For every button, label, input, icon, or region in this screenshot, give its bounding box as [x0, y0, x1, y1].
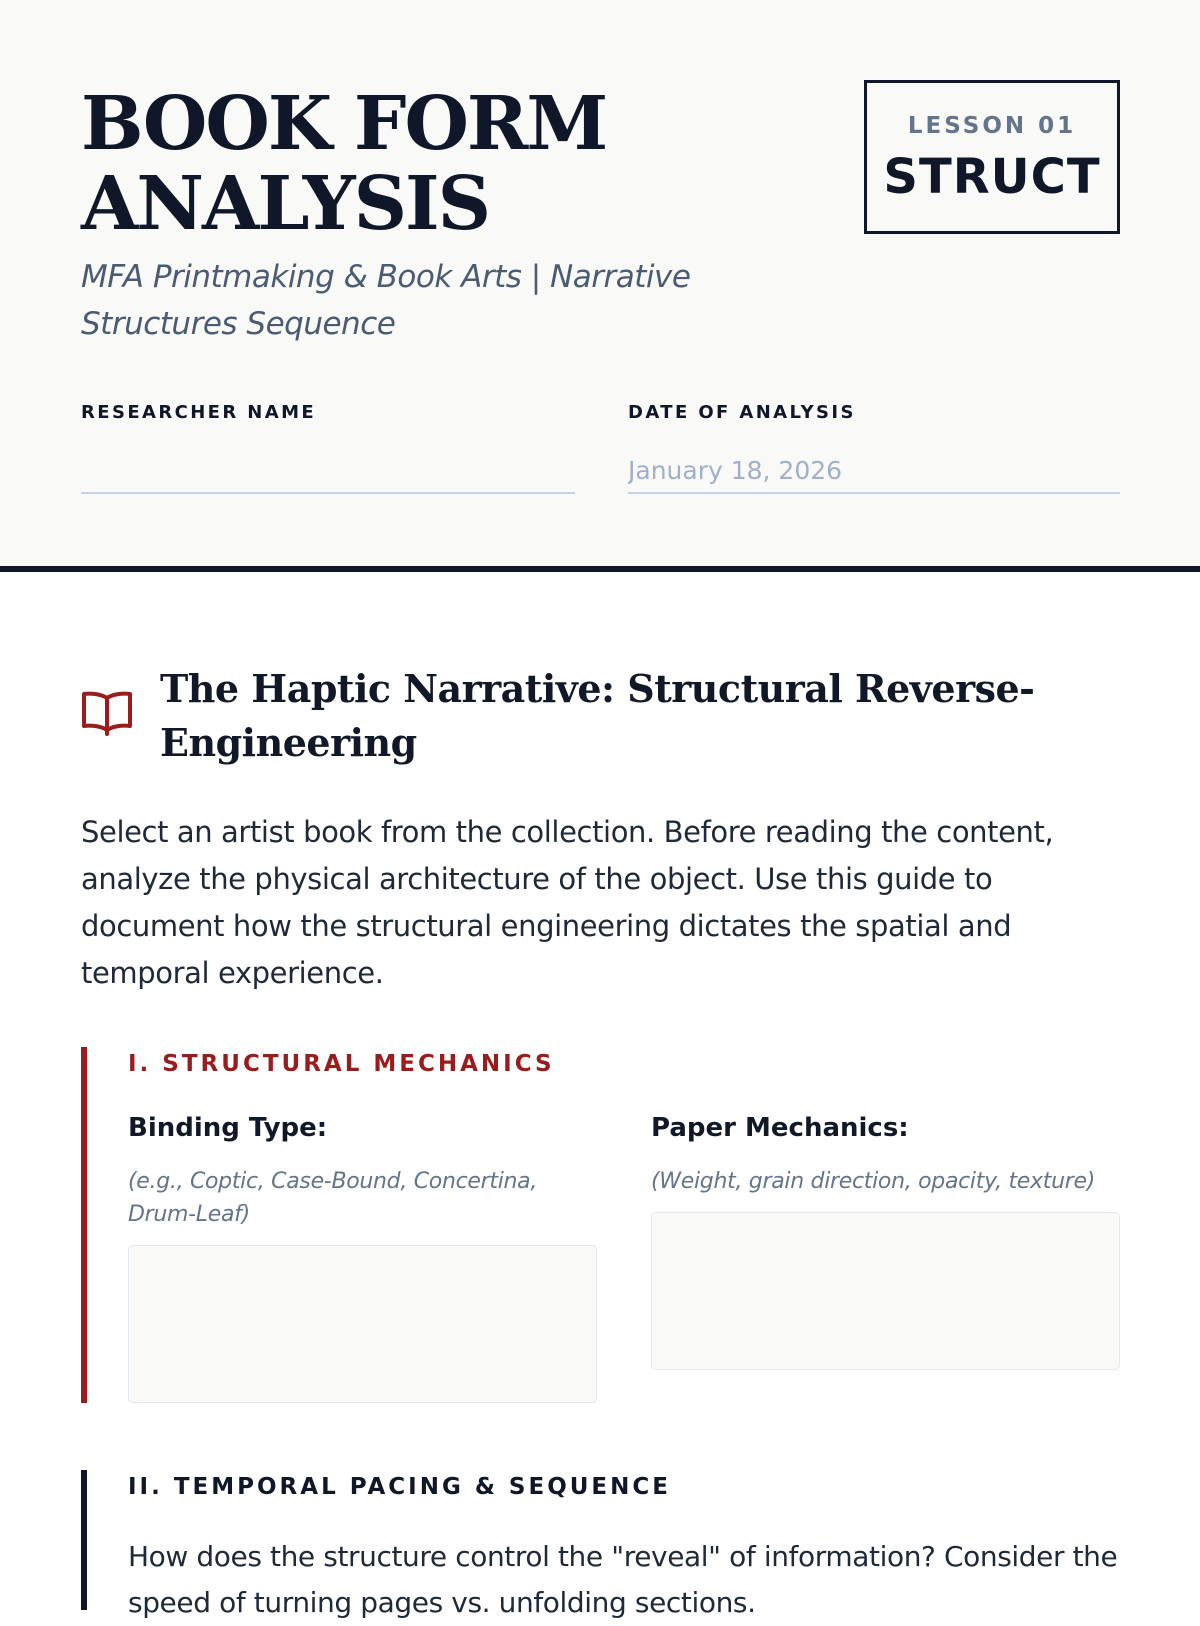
section-intro: Select an artist book from the collection. Before reading the content, analyze the physical architecture of the object. Use this guide to document how the structural engineering dictates the spatial and temporal experience. [81, 815, 1054, 990]
section-title: The Haptic Narrative: Structural Reverse-Engineering [160, 666, 1035, 765]
binding-type-label: Binding Type: [128, 1113, 328, 1143]
researcher-name-field[interactable] [81, 448, 575, 494]
page-title [81, 81, 761, 247]
paper-mechanics-field[interactable] [651, 1212, 1120, 1370]
worksheet-header [0, 0, 1200, 572]
course-subtitle: MFA Printmaking & Book Arts | Narrative Structures Sequence [81, 259, 691, 342]
temporal-pacing-heading: II. TEMPORAL PACING & SEQUENCE [128, 1474, 671, 1500]
structural-mechanics-accent-bar [81, 1047, 87, 1403]
temporal-pacing-prompt: How does the structure control the "reveal" of information? Consider the speed of turning pages vs. unfolding sections. [128, 1540, 1118, 1619]
lesson-number: LESSON 01 [907, 113, 1077, 139]
title-line-2: ANALYSIS [81, 161, 490, 247]
paper-mechanics-hint: (Weight, grain direction, opacity, texture) [651, 1169, 1095, 1194]
lesson-badge [864, 80, 1120, 234]
researcher-name-label: RESEARCHER NAME [81, 402, 317, 423]
date-of-analysis-field[interactable] [628, 448, 1120, 494]
title-line-1: BOOK FORM [81, 81, 607, 167]
paper-mechanics-label: Paper Mechanics: [651, 1113, 909, 1143]
structural-mechanics-heading: I. STRUCTURAL MECHANICS [128, 1051, 555, 1077]
temporal-pacing-accent-bar [81, 1470, 87, 1610]
binding-type-field[interactable] [128, 1245, 597, 1403]
lesson-code: STRUCT [883, 149, 1101, 205]
open-book-icon [81, 690, 133, 736]
date-of-analysis-label: DATE OF ANALYSIS [628, 402, 856, 423]
binding-type-hint: (e.g., Coptic, Case-Bound, Concertina, Drum-Leaf) [128, 1169, 538, 1227]
